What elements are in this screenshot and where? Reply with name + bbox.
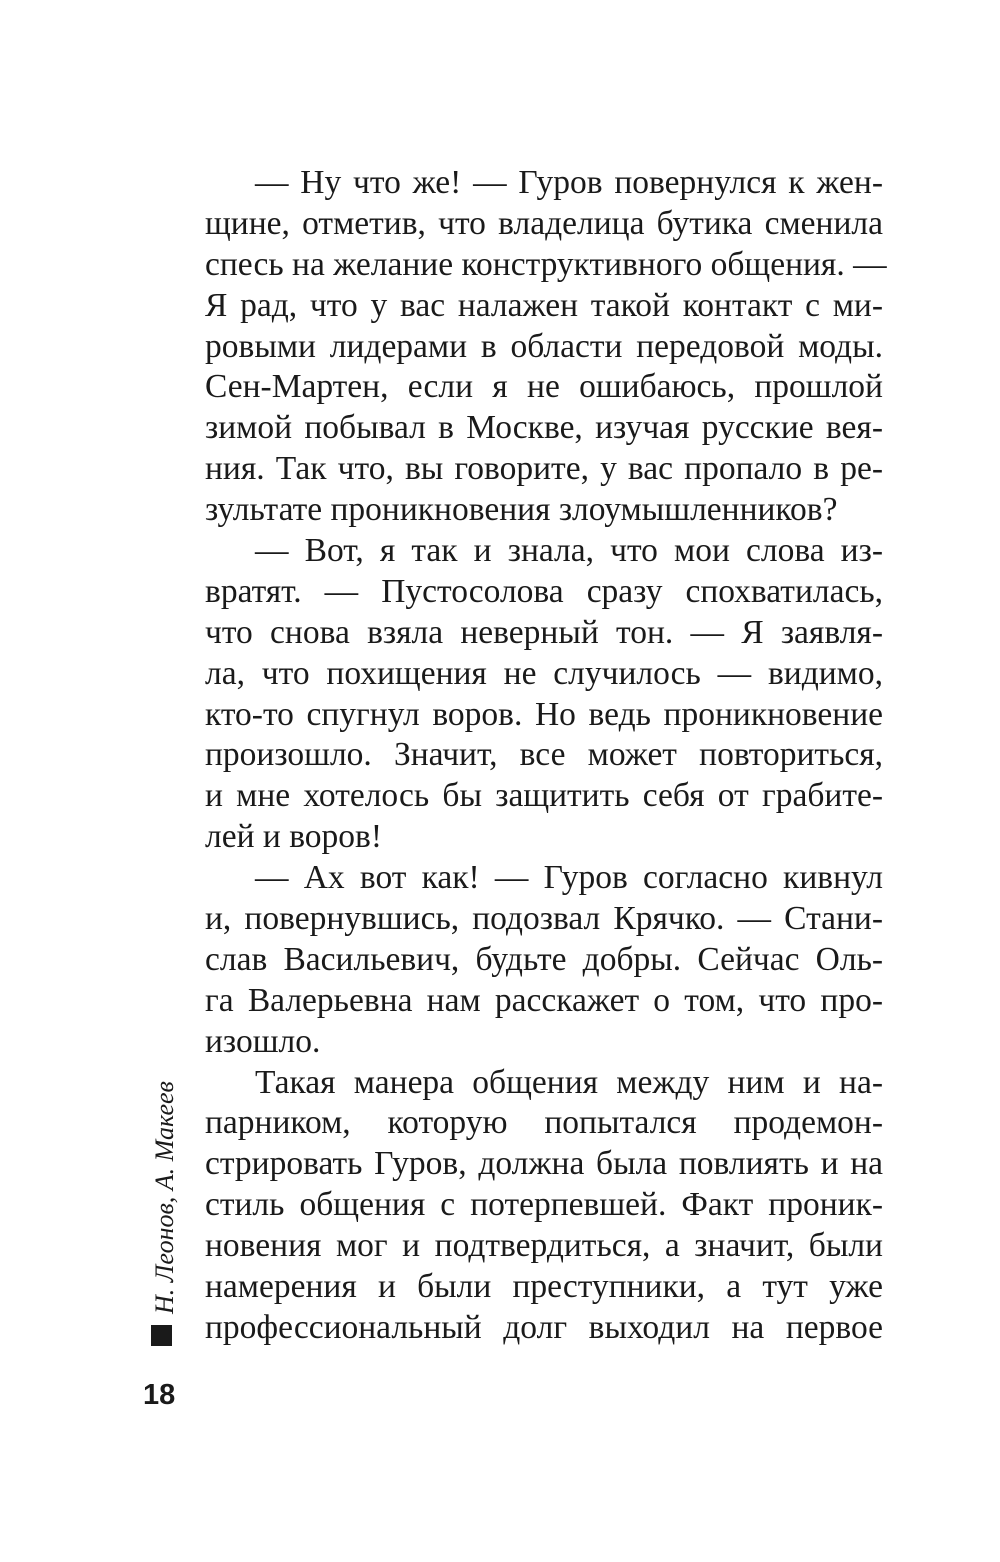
text-line: спесь на желание конструктивного общения. —	[205, 245, 887, 283]
text-line: новения мог и подтвердиться, а значит, были	[205, 1227, 883, 1265]
text-line: зимой побывал в Москве, изучая русские вея-	[205, 409, 883, 447]
text-line: — Ах вот как! — Гуров согласно кивнул	[255, 859, 883, 897]
text-line: Я рад, что у вас налажен такой контакт с ми-	[205, 286, 883, 324]
text-line: — Ну что же! — Гуров повернулся к жен-	[255, 164, 883, 201]
text-line: ровыми лидерами в области передовой моды.	[205, 327, 883, 365]
text-line: Сен-Мартен, если я не ошибаюсь, прошлой	[205, 368, 883, 406]
text-line: га Валерьевна нам расскажет о том, что про-	[205, 981, 883, 1019]
text-line: стиль общения с потерпевшей. Факт проник-	[205, 1186, 883, 1224]
body-text	[205, 163, 887, 1349]
text-line: что снова взяла неверный тон. — Я заявля-	[205, 613, 883, 651]
text-line: ния. Так что, вы говорите, у вас пропало в ре-	[205, 450, 883, 488]
text-line: произошло. Значит, все может повториться,	[205, 736, 883, 774]
running-head-authors: Н. Леонов, А. Макеев	[150, 1081, 179, 1314]
text-line: Такая манера общения между ним и на-	[255, 1063, 883, 1101]
text-line: стрировать Гуров, должна была повлиять и на	[205, 1145, 883, 1183]
text-line: щине, отметив, что владелица бутика сменила	[205, 204, 883, 242]
text-line: зультате проникновения злоумышленников?	[205, 491, 838, 529]
text-line: — Вот, я так и знала, что мои слова из-	[255, 532, 883, 570]
text-line: намерения и были преступники, а тут уже	[205, 1268, 883, 1306]
text-line: слав Васильевич, будьте добры. Сейчас Оль-	[205, 940, 883, 978]
text-line: вратят. — Пустосолова сразу спохватилась,	[205, 572, 883, 610]
square-marker-icon	[151, 1325, 172, 1346]
text-line: ла, что похищения не случилось — видимо,	[205, 654, 883, 692]
text-line: и мне хотелось бы защитить себя от грабите-	[205, 777, 883, 815]
text-line: парником, которую попытался продемон-	[205, 1104, 883, 1142]
text-line: кто-то спугнул воров. Но ведь проникновение	[205, 695, 883, 733]
text-line: лей и воров!	[205, 818, 383, 856]
page-number: 18	[143, 1379, 176, 1411]
text-line: изошло.	[205, 1022, 321, 1060]
text-line: и, повернувшись, подозвал Крячко. — Стани-	[205, 900, 883, 938]
text-line: профессиональный долг выходил на первое	[205, 1308, 883, 1346]
